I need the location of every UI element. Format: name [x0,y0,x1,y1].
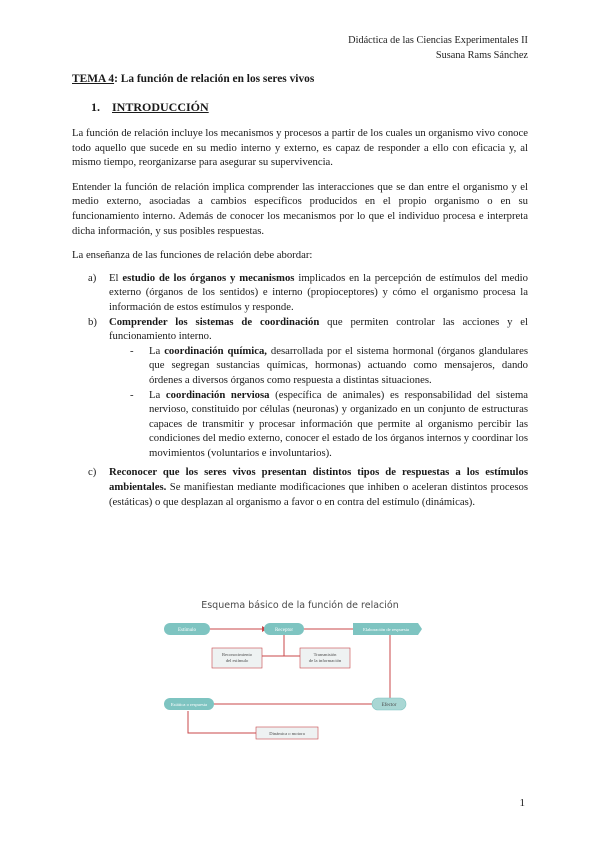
node-receptor [264,623,304,635]
paragraph-1: La función de relación incluye los mecanismos y procesos a partir de los cuales un organismo vivo conoce todo aquello que sucede en su medio interno y externo, es capaz de responder a ello con eficacia y, al mismo tiempo, reorganizarse para asegurar su supervivencia. [72,127,528,169]
node-label: Reconocimiento del estímulo [221,652,253,663]
sub-dash: - [130,388,134,401]
list-item-a [72,271,528,315]
list-marker: b) [88,315,97,328]
list-text: que permiten controlar las acciones y el funcionamiento interno. [109,315,528,343]
sub-bold: coordinación química, [164,344,267,357]
list-bold: Reconocer que los seres vivos presentan distintos tipos de respuestas a los estímulos ambientales. [109,466,528,494]
list-bold: estudio de los órganos y mecanismos [122,271,295,284]
list-text: Se manifiestan mediante modificaciones que inhiben o aceleran distintos procesos (estáticas) o que desplazan al organismo a favor o en contra del estímulo (dinámicas). [109,481,528,508]
sub-dash: - [130,344,134,357]
paragraph-2: Entender la función de relación implica comprender las interacciones que se dan entre el organismo y el medio externo, asociadas a cambios específicos producidos en el propio organismo o en su funcionamiento interno. Además de conocer los mecanismos por lo que el individuo procesa e interpreta dicha información, y sus posibles respuestas. [72,180,528,237]
arrow-receptor-reconocimiento [262,635,284,656]
diagram-title: Esquema básico de la función de relación [201,600,399,611]
title-text: : La función de relación en los seres vivos [114,73,315,85]
node-label: Estática o respuesta [170,702,208,707]
sub-text: desarrollada por el sistema hormonal (órganos glandulares que segregan sustancias químicas, hormonas) actuando como mensajeros, dando órdenes a diversos órganos como respuesta a distintas situaciones. [149,344,528,386]
page-number: 1 [519,797,525,809]
page-header [348,33,528,63]
node-label: Efector [381,703,397,708]
title-topic: TEMA 4 [72,73,115,85]
list-item-b [72,315,528,344]
list-item-c [72,465,528,509]
node-elaboracion [353,623,422,635]
list-text: El [109,271,123,284]
node-transmision [300,648,350,668]
node-estimulo [164,623,210,635]
header-course: Didáctica de las Ciencias Experimentales II [348,35,528,46]
section-heading [91,99,528,115]
node-label: Estímulo [177,628,197,633]
topic-list [72,271,528,510]
list-marker: c) [88,466,97,479]
node-estatica [164,698,214,710]
relation-function-diagram [150,598,450,748]
node-reconocimiento [212,648,262,668]
arrow-estatica-dinamica [188,711,256,733]
list-text: implicados en la percepción de estímulos del medio externo (órganos de los sentidos) e interno (propioceptores) y cómo el organismo procesa la información de estos estímulos y responde. [109,271,528,313]
list-bold: Comprender los sistemas de coordinación [109,315,320,328]
sub-item-nervous [72,388,528,461]
sub-text: (específica de animales) es responsabilidad del sistema nervioso, constituido por células (neuronas) y organizado en un conjunto de estructuras capaces de transmitir y procesar información que permite al organismo percibir las condiciones del medio externo, conocer el estado de los órganos internos y coordinar los movimientos (voluntarios e involuntarios). [149,388,528,459]
header-author: Susana Rams Sánchez [435,50,528,61]
sub-text: La [149,344,165,357]
node-dinamica [256,727,318,739]
section-title: INTRODUCCIÓN [112,100,209,114]
page-title [72,72,528,87]
node-efector [372,698,406,710]
node-label: Elaboración de respuesta [363,627,409,632]
section-number: 1. [91,100,100,114]
sub-text: La [149,388,166,401]
node-label: Transmisión de la información [308,652,342,663]
node-label: Dinámica o motora [269,731,305,736]
sub-bold: coordinación nerviosa [165,388,270,401]
document-body [72,72,528,509]
diagram-connectors [188,629,390,733]
paragraph-3: La enseñanza de las funciones de relación debe abordar: [72,249,313,262]
node-label: Receptor [274,628,294,633]
list-marker: a) [88,271,97,284]
sub-item-chemical [72,344,528,388]
